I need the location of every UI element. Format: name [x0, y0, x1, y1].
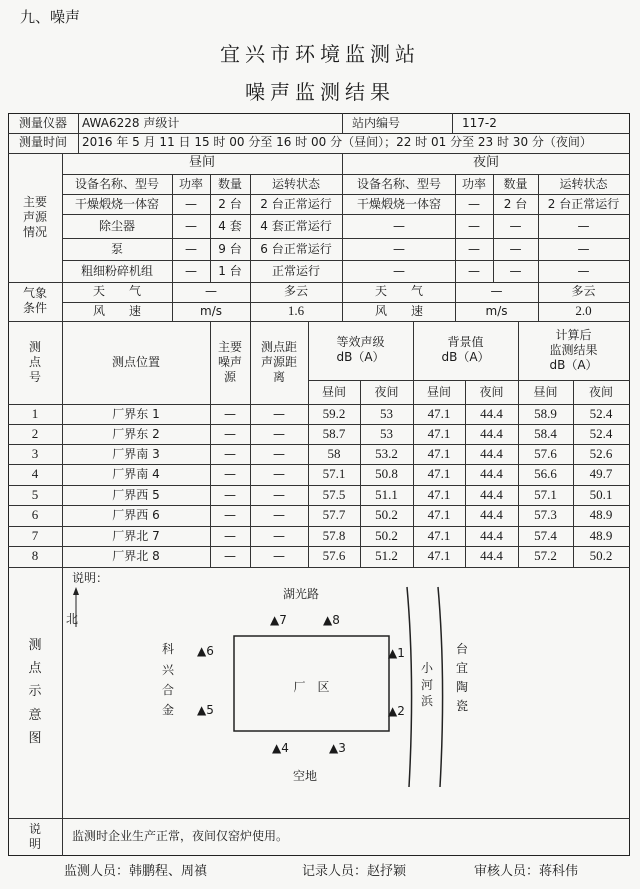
instrument-label: 测量仪器: [18, 115, 67, 130]
monitor-staff: 监测人员：韩鹏程、周禛: [64, 864, 208, 879]
row-leq-day: 57.7: [322, 506, 346, 522]
day-wind-value: 1.6: [287, 302, 305, 318]
day-source-power: —: [185, 218, 197, 233]
day-col-name: 设备名称、型号: [74, 176, 159, 191]
row-distance: —: [273, 466, 285, 481]
row-distance: —: [273, 446, 285, 461]
station-no-label: 站内编号: [352, 115, 401, 130]
row-point-no: 6: [31, 506, 39, 522]
row-position: 厂界南 3: [112, 446, 160, 461]
night-source-name: —: [393, 241, 405, 256]
grid-vline: [342, 113, 343, 133]
leq-night-header: 夜间: [374, 384, 399, 399]
station-no-value: 117-2: [462, 115, 497, 130]
night-col-status: 运转状态: [559, 176, 608, 191]
measurement-point-2: ▲2: [388, 703, 405, 718]
night-wind-unit: m/s: [485, 303, 508, 318]
row-distance: —: [273, 548, 285, 563]
col-distance: 测点距 声源距 离: [260, 340, 297, 384]
row-result-day: 57.2: [534, 547, 557, 563]
row-leq-day: 57.8: [322, 527, 346, 543]
day-source-status: 2 台正常运行: [260, 196, 332, 211]
row-source: —: [224, 466, 236, 481]
row-bg-day: 47.1: [427, 506, 451, 522]
day-weather-dash: —: [205, 284, 217, 298]
row-source: —: [224, 446, 236, 461]
row-leq-night: 51.1: [375, 486, 398, 502]
remark-label: 说 明: [28, 821, 41, 851]
night-source-qty: —: [509, 218, 522, 233]
row-bg-day: 47.1: [427, 527, 451, 543]
night-source-name: 干燥煅烧一体窑: [356, 196, 441, 211]
row-leq-night: 53: [380, 425, 393, 441]
row-distance: —: [273, 507, 285, 522]
row-result-day: 58.4: [534, 425, 557, 441]
night-source-status: —: [577, 263, 590, 278]
river-east-bank: [438, 587, 443, 787]
row-bg-night: 44.4: [480, 425, 503, 441]
row-position: 厂界北 8: [112, 548, 160, 563]
night-source-power: —: [468, 241, 480, 256]
row-position: 厂界西 5: [112, 487, 160, 502]
col-main-source: 主要 噪声 源: [217, 340, 242, 384]
row-leq-day: 59.2: [322, 405, 346, 421]
row-leq-night: 50.2: [375, 527, 398, 543]
day-source-name: 粗细粉碎机组: [80, 263, 153, 278]
row-bg-night: 44.4: [480, 506, 503, 522]
row-result-night: 52.6: [589, 445, 613, 461]
night-source-name: —: [393, 263, 405, 278]
remark-text: 监测时企业生产正常，夜间仅窑炉使用。: [72, 829, 289, 843]
night-col-name: 设备名称、型号: [356, 176, 441, 191]
row-result-day: 56.6: [534, 465, 557, 481]
col-point-no: 测 点 号: [28, 340, 41, 384]
row-result-day: 57.1: [534, 486, 557, 502]
recorder-staff: 记录人员：赵抒颖: [302, 864, 407, 879]
measurement-point-3: ▲3: [329, 740, 346, 755]
night-source-power: —: [468, 196, 480, 211]
day-source-qty: 4 套: [218, 218, 242, 233]
row-result-day: 57.3: [534, 506, 557, 522]
row-distance: —: [273, 406, 285, 421]
col-leq: 等效声级 dB（A）: [336, 335, 385, 364]
time-label: 测量时间: [18, 135, 67, 149]
measurement-point-6: ▲6: [197, 643, 214, 658]
row-result-day: 57.4: [534, 527, 557, 543]
row-point-no: 7: [31, 527, 39, 543]
row-source: —: [224, 406, 236, 421]
row-leq-night: 53: [380, 405, 393, 421]
day-source-status: 4 套正常运行: [260, 218, 332, 233]
day-col-power: 功率: [178, 176, 203, 191]
row-position: 厂界西 6: [112, 507, 160, 522]
col-calculated: 计算后 监测结果 dB（A）: [549, 327, 598, 372]
night-source-qty: —: [509, 241, 522, 256]
night-source-qty: 2 台: [503, 196, 528, 211]
row-position: 厂界东 1: [112, 406, 160, 421]
row-position: 厂界南 4: [112, 466, 160, 481]
day-source-name: 干燥煅烧一体窑: [74, 196, 159, 211]
row-position: 厂界东 2: [112, 426, 160, 441]
night-source-name: —: [393, 218, 405, 233]
row-point-no: 3: [31, 445, 39, 461]
row-position: 厂界北 7: [112, 528, 160, 543]
row-point-no: 1: [31, 405, 39, 421]
night-weather-label: 天 气: [374, 284, 423, 298]
north-arrow-head: [73, 587, 79, 595]
factory-label: 厂 区: [293, 679, 330, 694]
row-leq-day: 57.5: [322, 486, 346, 502]
res-night-header: 夜间: [588, 384, 613, 399]
row-bg-night: 44.4: [480, 547, 503, 563]
river-label: 小 河 浜: [420, 660, 433, 709]
diagram-explain: 说明：: [72, 570, 109, 585]
night-col-qty: 数量: [503, 176, 528, 191]
day-source-qty: 2 台: [218, 196, 242, 211]
river-west-bank: [407, 587, 412, 787]
row-leq-night: 50.2: [375, 506, 398, 522]
day-source-qty: 1 台: [218, 263, 242, 278]
section-title: 九、噪声: [20, 8, 81, 26]
row-leq-day: 58.7: [322, 425, 346, 441]
row-result-night: 52.4: [589, 425, 613, 441]
row-leq-day: 57.6: [322, 547, 346, 563]
day-source-name: 除尘器: [98, 218, 135, 233]
row-source: —: [224, 487, 236, 502]
res-day-header: 昼间: [533, 384, 558, 399]
night-col-power: 功率: [461, 176, 486, 191]
night-section-label: 夜间: [472, 154, 499, 170]
row-bg-day: 47.1: [427, 425, 451, 441]
day-source-status: 6 台正常运行: [260, 241, 332, 256]
reviewer-staff: 审核人员：蒋科伟: [474, 864, 579, 879]
night-source-status: —: [577, 241, 590, 256]
diagram-label: 测 点 示 意 图: [28, 637, 42, 747]
row-result-night: 50.2: [589, 547, 613, 563]
col-position: 测点位置: [111, 355, 160, 369]
row-result-day: 57.6: [534, 445, 557, 461]
day-source-status: 正常运行: [271, 263, 320, 278]
day-source-power: —: [185, 196, 197, 211]
day-col-qty: 数量: [217, 176, 242, 191]
night-wind-value: 2.0: [575, 302, 592, 318]
row-result-night: 52.4: [589, 405, 613, 421]
day-source-power: —: [185, 263, 197, 278]
row-bg-day: 47.1: [427, 547, 451, 563]
night-source-power: —: [468, 218, 480, 233]
row-leq-night: 50.8: [375, 465, 398, 481]
row-result-day: 58.9: [534, 405, 557, 421]
row-distance: —: [273, 487, 285, 502]
day-wind-unit: m/s: [200, 303, 222, 318]
row-bg-day: 47.1: [427, 486, 451, 502]
row-bg-day: 47.1: [427, 445, 451, 461]
night-weather-dash: —: [490, 284, 503, 298]
row-source: —: [224, 528, 236, 543]
bg-night-header: 夜间: [479, 384, 504, 399]
day-weather-label: 天 气: [92, 284, 141, 298]
night-wind-label: 风 速: [374, 303, 423, 318]
measurement-point-7: ▲7: [270, 612, 287, 627]
row-bg-night: 44.4: [480, 527, 503, 543]
row-leq-night: 53.2: [375, 445, 398, 461]
station-title: 宜兴市环境监测站: [220, 42, 420, 66]
night-weather-value: 多云: [571, 284, 596, 298]
sources-label: 主要 声源 情况: [22, 194, 47, 239]
row-result-night: 50.1: [589, 486, 613, 502]
weather-label: 气象 条件: [22, 286, 47, 315]
row-distance: —: [273, 426, 285, 441]
row-result-night: 48.9: [589, 506, 613, 522]
row-point-no: 2: [31, 425, 39, 441]
report-title: 噪声监测结果: [245, 80, 395, 104]
day-col-status: 运转状态: [271, 176, 320, 191]
north-label: 北: [66, 611, 79, 626]
day-section-label: 昼间: [188, 154, 215, 170]
day-weather-value: 多云: [283, 284, 308, 298]
grid-vline: [78, 113, 79, 153]
night-source-qty: —: [509, 263, 522, 278]
measurement-point-5: ▲5: [197, 702, 214, 717]
row-result-night: 49.7: [589, 465, 613, 481]
day-source-name: 泵: [110, 241, 123, 256]
row-result-night: 48.9: [589, 527, 613, 543]
measurement-point-4: ▲4: [272, 740, 289, 755]
row-bg-night: 44.4: [480, 465, 503, 481]
row-point-no: 8: [31, 547, 39, 563]
row-point-no: 4: [31, 465, 39, 481]
road-south-label: 空地: [292, 768, 317, 783]
row-source: —: [224, 507, 236, 522]
row-leq-day: 57.1: [322, 465, 346, 481]
instrument-value: AWA6228 声级计: [82, 115, 180, 130]
col-background: 背景值 dB（A）: [441, 335, 490, 364]
row-source: —: [224, 548, 236, 563]
row-source: —: [224, 426, 236, 441]
row-bg-night: 44.4: [480, 405, 503, 421]
row-bg-night: 44.4: [480, 445, 503, 461]
bg-day-header: 昼间: [426, 384, 451, 399]
row-leq-night: 51.2: [375, 547, 398, 563]
road-north-label: 湖光路: [282, 586, 319, 601]
measurement-point-8: ▲8: [323, 612, 340, 627]
row-bg-day: 47.1: [427, 465, 451, 481]
row-bg-day: 47.1: [427, 405, 451, 421]
day-source-power: —: [185, 241, 197, 256]
day-wind-label: 风 速: [92, 303, 141, 318]
measurement-point-1: ▲1: [388, 645, 405, 660]
west-neighbor-label: 科 兴 合 金: [161, 642, 174, 718]
row-point-no: 5: [31, 486, 39, 502]
row-distance: —: [273, 528, 285, 543]
time-value: 2016 年 5 月 11 日 15 时 00 分至 16 时 00 分（昼间）；22 时 01 分至 23 时 30 分（夜间）: [82, 135, 592, 149]
day-source-qty: 9 台: [218, 241, 242, 256]
night-source-status: 2 台正常运行: [547, 196, 620, 211]
row-bg-night: 44.4: [480, 486, 503, 502]
east-neighbor-label: 台 宜 陶 瓷: [455, 641, 468, 714]
night-source-power: —: [468, 263, 480, 278]
grid-vline: [452, 113, 453, 133]
row-leq-day: 58: [327, 445, 341, 461]
leq-day-header: 昼间: [321, 384, 346, 399]
night-source-status: —: [577, 218, 590, 233]
